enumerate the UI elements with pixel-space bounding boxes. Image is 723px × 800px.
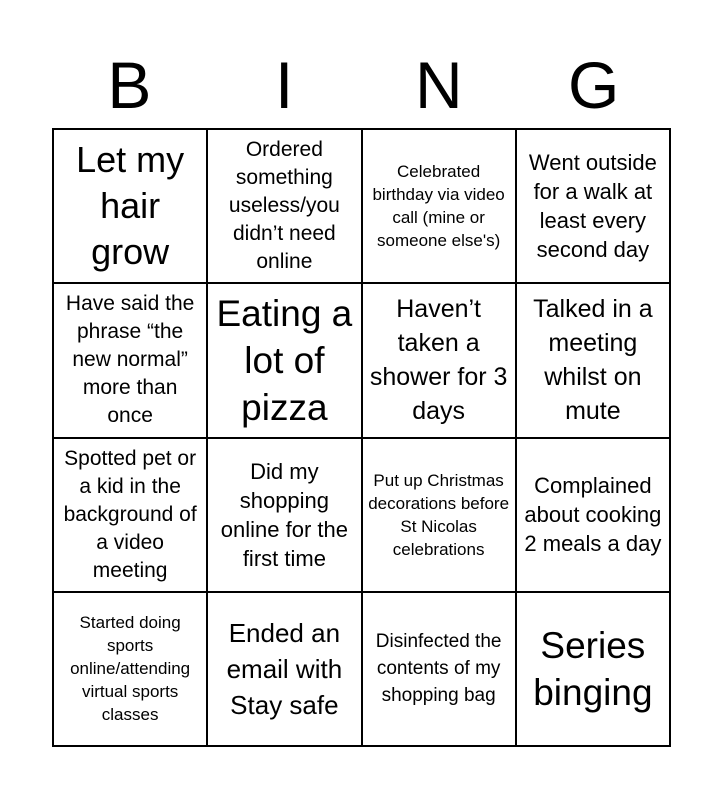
cell-text: Spotted pet or a kid in the background of a video meeting	[63, 446, 197, 582]
cell-text: Have said the phrase “the new normal” more than once	[65, 292, 195, 428]
cell-text: Ended an email with Stay safe	[226, 617, 343, 720]
cell-text: Haven’t taken a shower for 3 days	[369, 295, 508, 426]
header-letter-b: B	[107, 48, 152, 122]
header-letter-g: G	[567, 48, 620, 122]
bingo-cell[interactable]	[53, 283, 207, 437]
cell-text: Series binging	[533, 624, 653, 713]
bingo-cell[interactable]	[362, 438, 516, 592]
cell-text: Put up Christmas decorations before St Nicolas celebrations	[368, 470, 510, 559]
bingo-cell[interactable]	[362, 283, 516, 437]
bingo-cell[interactable]	[516, 283, 670, 437]
bingo-cell[interactable]	[516, 438, 670, 592]
bingo-cell[interactable]	[207, 438, 361, 592]
cell-text: Started doing sports online/attending virtual sports classes	[70, 613, 191, 725]
bingo-card	[52, 128, 671, 747]
bingo-cell[interactable]	[53, 438, 207, 592]
cell-text: Ordered something useless/you didn’t need online	[228, 138, 340, 274]
bingo-cell[interactable]	[362, 592, 516, 746]
bingo-cell[interactable]	[207, 129, 361, 283]
bingo-cell[interactable]	[53, 592, 207, 746]
cell-text: Let my hair grow	[76, 139, 185, 273]
cell-text: Did my shopping online for the first time	[220, 458, 348, 571]
bingo-cell[interactable]	[53, 129, 207, 283]
cell-text: Talked in a meeting whilst on mute	[533, 295, 653, 426]
cell-text: Disinfected the contents of my shopping bag	[375, 631, 502, 707]
bingo-cell[interactable]	[516, 129, 670, 283]
cell-text: Celebrated birthday via video call (mine or someone else's)	[372, 162, 505, 251]
bingo-cell[interactable]	[207, 283, 361, 437]
cell-text: Went outside for a walk at least every second day	[528, 150, 657, 263]
bingo-cell[interactable]	[362, 129, 516, 283]
bingo-header	[52, 50, 671, 120]
header-letter-n: N	[415, 48, 463, 122]
cell-text: Eating a lot of pizza	[216, 292, 353, 428]
bingo-cell[interactable]	[516, 592, 670, 746]
header-letter-i: I	[274, 48, 294, 122]
cell-text: Complained about cooking 2 meals a day	[524, 473, 662, 557]
bingo-cell[interactable]	[207, 592, 361, 746]
